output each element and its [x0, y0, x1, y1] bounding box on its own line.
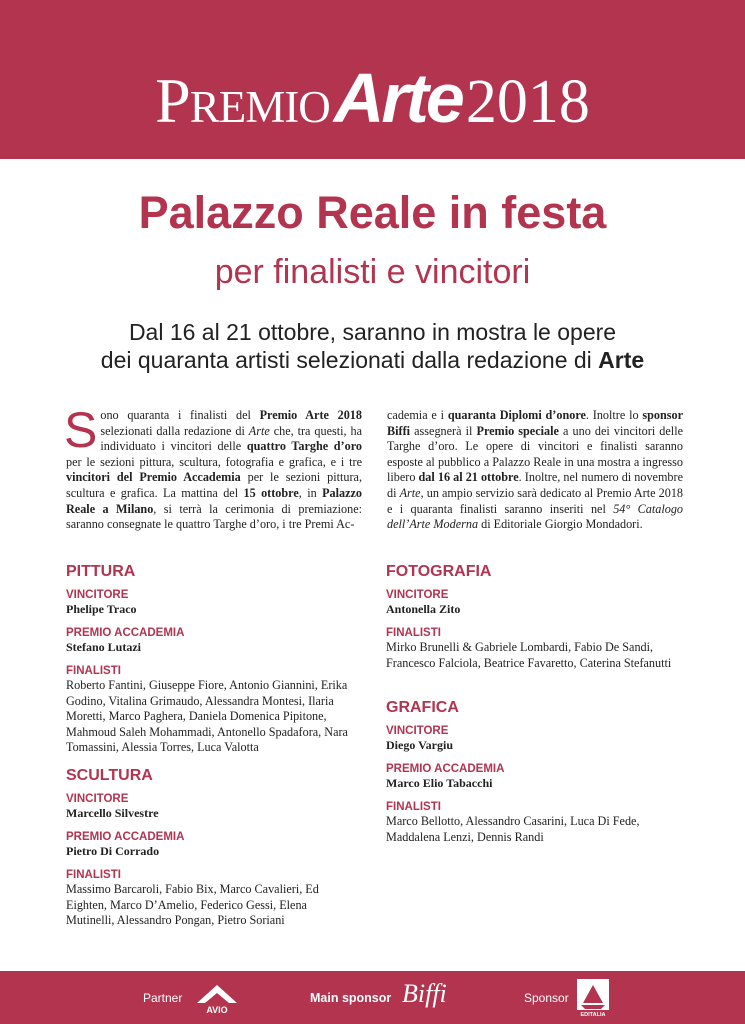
- article-run: . Inoltre lo: [585, 408, 643, 422]
- accademia-name: Marco Elio Tabacchi: [386, 776, 493, 790]
- article-run: vincitori del Premio Accademia: [66, 470, 241, 485]
- article-run: ono quaranta i finalisti del: [100, 408, 260, 422]
- section-scultura: [66, 766, 356, 939]
- section-title: GRAFICA: [386, 699, 459, 716]
- svg-text:EDITALIA: EDITALIA: [580, 1012, 606, 1017]
- section-grafica: [386, 698, 686, 855]
- article-run: che, tra questi, ha individuato i vincitori delle: [100, 423, 362, 454]
- headline-title: Palazzo Reale in festa: [138, 187, 607, 238]
- brand-premio: Premio: [155, 65, 330, 136]
- article-run: a uno dei vincitori delle Targhe d’oro. Le opere di vincitori e finalisti saranno esposte al pubblico a Palazzo Reale in una mostra a ingresso libero: [387, 423, 683, 485]
- vincitore-label: VINCITORE: [66, 793, 129, 805]
- article-run: per le sezioni pittura, scultura e grafica. La mattina del: [66, 470, 362, 500]
- article-run: per le sezioni pittura, scultura, fotografia e grafica, e i tre: [66, 454, 362, 469]
- article-column-left: [64, 402, 363, 533]
- article-run: Arte: [248, 423, 270, 438]
- headline-subtitle: per finalisti e vincitori: [214, 253, 531, 291]
- vincitore-name: Marcello Silvestre: [66, 806, 159, 820]
- section-title: SCULTURA: [66, 767, 153, 784]
- accademia-name: Stefano Lutazi: [66, 640, 141, 654]
- vincitore-label: VINCITORE: [386, 725, 449, 737]
- finalisti-label: FINALISTI: [386, 627, 441, 639]
- article-run: cademia e i: [387, 408, 448, 422]
- accademia-label: PREMIO ACCADEMIA: [66, 831, 185, 843]
- section-pittura: [66, 562, 356, 766]
- article-run: di Editoriale Giorgio Mondadori.: [478, 517, 643, 532]
- article-run: , in: [298, 485, 323, 500]
- intro-line-1: Dal 16 al 21 ottobre, saranno in mostra le opere: [128, 319, 617, 345]
- finalisti-list: Mirko Brunelli & Gabriele Lombardi, Fabio De Sandi, Francesco Falciola, Beatrice Favaretto, Caterina Stefanutti: [386, 640, 672, 670]
- vincitore-name: Diego Vargiu: [386, 738, 454, 752]
- article-run: Palazzo Reale a Milano: [66, 485, 363, 516]
- article-run: quattro Targhe d’oro: [246, 439, 362, 454]
- article-run: assegnerà il: [410, 423, 477, 438]
- article-run: Premio speciale: [476, 423, 559, 438]
- intro-arte: Arte: [598, 347, 645, 373]
- article-column-right: [387, 408, 683, 533]
- article-text-right: [387, 408, 683, 531]
- article-run: 54° Catalogo dell’Arte Moderna: [387, 501, 684, 532]
- sponsor-label: Sponsor: [524, 991, 569, 1005]
- partner-label: Partner: [143, 991, 183, 1005]
- header-banner: [0, 0, 745, 159]
- vincitore-name: Phelipe Traco: [66, 602, 137, 616]
- finalisti-label: FINALISTI: [66, 869, 121, 881]
- drop-cap: S: [64, 402, 98, 458]
- article-run: dal 16 al 21 ottobre: [418, 470, 519, 485]
- svg-text:AVIO: AVIO: [206, 1005, 228, 1015]
- section-title: FOTOGRAFIA: [386, 563, 492, 580]
- section-fotografia: [386, 562, 686, 681]
- intro-line-2: dei quaranta artisti selezionati dalla redazione di: [100, 347, 599, 373]
- finalisti-list: Massimo Barcaroli, Fabio Bix, Marco Cavalieri, Ed Eighten, Marco D’Amelio, Federico Gessi, Elena Mutinelli, Alessandro Pongan, Pietro Soriani: [66, 882, 319, 928]
- article-run: 15 ottobre: [243, 485, 299, 500]
- article-run: , un ampio servizio sarà dedicato al Premio Arte 2018 e i quaranta finalisti saranno inseriti nel: [387, 485, 684, 516]
- finalisti-list: Marco Bellotto, Alessandro Casarini, Luca Di Fede, Maddalena Lenzi, Dennis Randi: [386, 814, 640, 844]
- article-text-left: [64, 402, 363, 532]
- vincitore-name: Antonella Zito: [386, 602, 461, 616]
- article-run: Premio Arte 2018: [259, 408, 362, 422]
- main-sponsor-label: Main sponsor: [310, 991, 392, 1005]
- brand-title: [0, 58, 745, 138]
- headline-intro: [0, 318, 745, 374]
- finalisti-label: FINALISTI: [66, 665, 121, 677]
- accademia-label: PREMIO ACCADEMIA: [66, 627, 185, 639]
- footer-sponsors: [0, 971, 745, 1024]
- editalia-logo: [577, 979, 609, 1017]
- vincitore-label: VINCITORE: [66, 589, 129, 601]
- article-run: selezionati dalla redazione di: [100, 423, 249, 438]
- article-run: , si terrà la cerimonia di premiazione: saranno consegnate le quattro Targhe d’oro, i tre Premi Ac-: [66, 501, 362, 532]
- article-run: quaranta Diplomi d’onore: [447, 408, 586, 422]
- biffi-logo: Biffi: [402, 979, 447, 1008]
- brand-year: 2018: [465, 68, 590, 136]
- accademia-label: PREMIO ACCADEMIA: [386, 763, 505, 775]
- finalisti-list: Roberto Fantini, Giuseppe Fiore, Antonio Giannini, Erika Godino, Vitalina Grimaudo, Alessandra Montesi, Ilaria Moretti, Marco Paghera, Daniela Domenica Pipitone, Mahmoud Saleh Mohammadi, Antonello Spadafora, Nara Tomassini, Alessia Torres, Luca Valotta: [66, 678, 348, 755]
- article-run: . Inoltre, nel numero di novembre di: [387, 470, 683, 500]
- finalisti-label: FINALISTI: [386, 801, 441, 813]
- article-run: sponsor Biffi: [387, 408, 684, 438]
- avio-logo: [193, 981, 241, 1020]
- article-run: Arte: [399, 485, 421, 500]
- vincitore-label: VINCITORE: [386, 589, 449, 601]
- accademia-name: Pietro Di Corrado: [66, 844, 160, 858]
- section-title: PITTURA: [66, 563, 136, 580]
- brand-arte: Arte: [333, 59, 462, 137]
